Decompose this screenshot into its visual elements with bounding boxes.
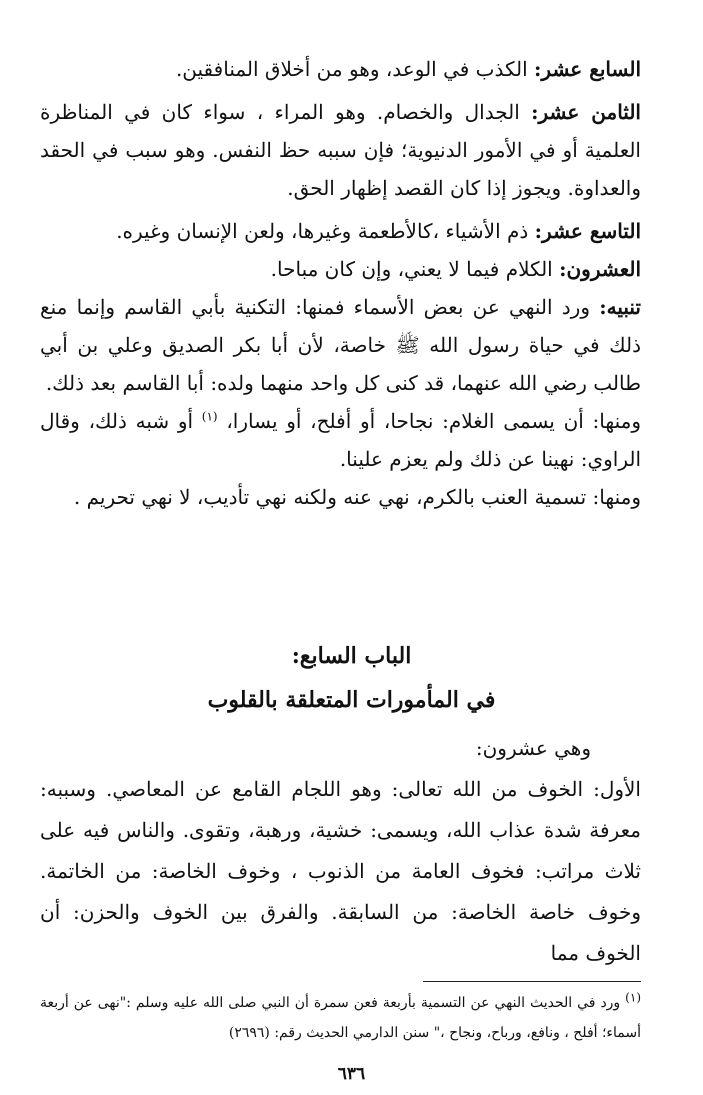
paragraph-text: الكذب في الوعد، وهو من أخلاق المنافقين. [175,57,535,81]
paragraph-lead: تنبيه: [599,295,641,319]
chapter-intro: وهي عشرون: [475,736,591,760]
paragraph-19 [40,212,641,250]
footnote-text: ورد في الحديث النهي عن التسمية بأربعة فعن سمرة أن النبي صلى الله عليه وسلم :"نهى عن أربعة أسماء؛ أفلح ، ونافع، ورباح، ونجاح ،" سنن الدارمي الحديث رقم: (٢٦٩٦) [40,995,641,1041]
footnote-separator [423,981,641,982]
paragraph-text: ورد النهي عن بعض الأسماء فمنها: التكنية بأبي القاسم وإنما منع ذلك في حياة رسول الله ﷺ خاصة، لأن أبا بكر الصديق وعلي بن أبي طالب رضي الله عنهما، قد كنى كل واحد منهما ولده: أبا القاسم بعد ذلك. [40,295,641,395]
chapter-body [40,728,641,974]
grape-paragraph: ومنها: تسمية العنب بالكرم، نهي عنه ولكنه نهي تأديب، لا نهي تحريم . [73,485,641,509]
chapter-title: الباب السابع: [291,643,412,669]
paragraph-text: الكلام فيما لا يعني، وإن كان مباحا. [270,257,560,281]
names-text-after: أو شبه ذلك، وقال الراوي: نهينا عن ذلك ولم يعزم علينا. [40,409,641,471]
main-text [40,50,641,516]
footnote-number: (١) [625,990,641,1005]
paragraph-text: الجدال والخصام. وهو المراء ، سواء كان في المناظرة العلمية أو في الأمور الدنيوية؛ فإن سببه حظ النفس. وهو سبب في الحقد والعداوة. ويجوز إذا كان القصد إظهار الحق. [40,100,641,200]
page-number: ٦٣٦ [337,1064,366,1084]
footnote-marker: (١) [201,409,218,424]
paragraph-lead: العشرون: [559,257,641,281]
paragraph-lead: السابع عشر: [534,57,641,81]
chapter-subtitle: في المأمورات المتعلقة بالقلوب [207,687,496,713]
note-paragraph [40,288,641,402]
chapter-heading [0,634,703,722]
footnote-1 [40,988,641,1048]
paragraph-lead: التاسع عشر: [534,219,641,243]
paragraph-text: ذم الأشياء ،كالأطعمة وغيرها، ولعن الإنسان وغيره. [116,219,535,243]
paragraph-18 [40,93,641,207]
paragraph-20 [40,250,641,288]
paragraph-lead: الثامن عشر: [531,100,641,124]
names-text-before: ومنها: أن يسمى الغلام: نجاحا، أو أفلح، أو يسارا، [226,409,641,433]
names-paragraph [40,402,641,478]
paragraph-17 [40,50,641,88]
first-item-paragraph: الأول: الخوف من الله تعالى: وهو اللجام القامع عن المعاصي. وسببه: معرفة شدة عذاب الله، ويسمى: خشية، ورهبة، وتقوى. والناس فيه على ثلاث مراتب: فخوف العامة من الذنوب ، وخوف الخاصة: من الخاتمة. وخوف خاصة الخاصة: من السابقة. والفرق بين الخوف والحزن: أن الخوف مما [40,777,641,965]
footnotes [40,988,641,1048]
